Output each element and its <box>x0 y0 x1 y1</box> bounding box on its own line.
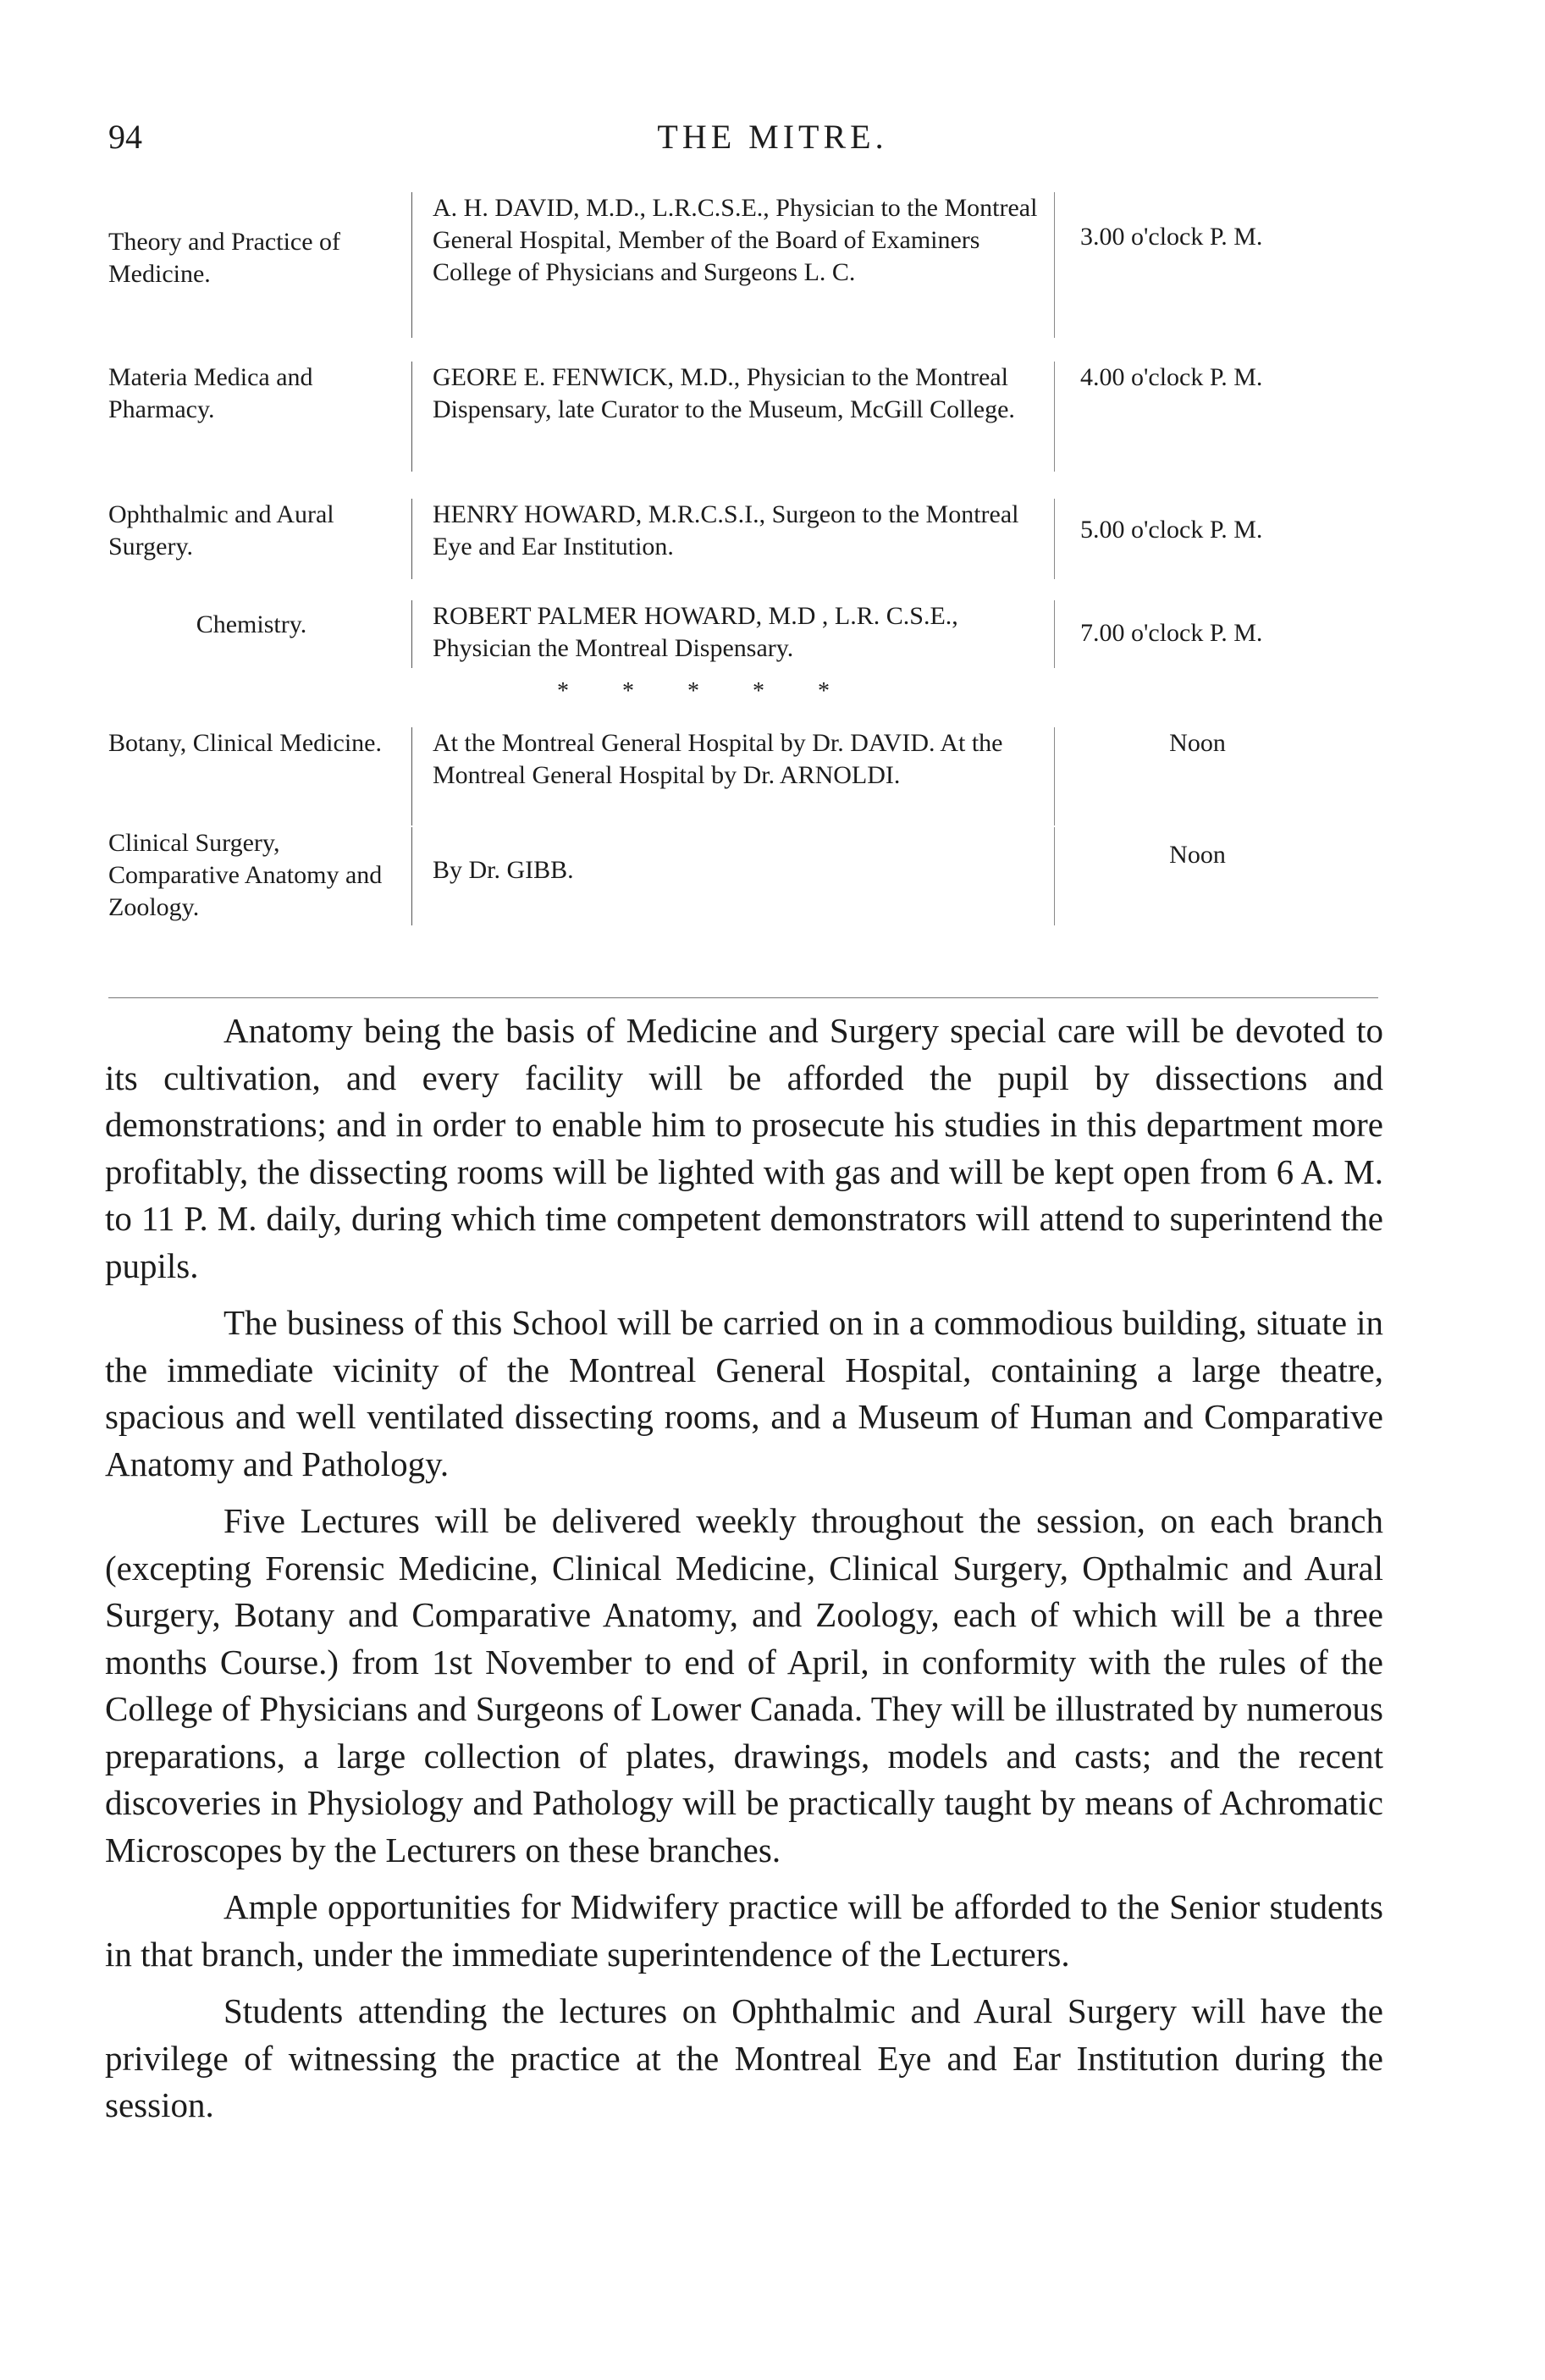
subject-cell: Materia Medica and Pharmacy. <box>108 363 313 423</box>
lecturer-cell: GEORE E. FENWICK, M.D., Physician to the Montreal Dispensary, late Curator to the Museum, McGill College. <box>411 362 1055 472</box>
lecturer-cell: By Dr. GIBB. <box>411 827 1055 925</box>
schedule-row <box>108 722 1340 827</box>
subject-cell: Chemistry. <box>196 610 307 638</box>
time-cell: 7.00 o'clock P. M. <box>1080 619 1263 647</box>
table-bottom-rule <box>108 997 1378 998</box>
schedule-row <box>108 499 1340 600</box>
time-cell: 4.00 o'clock P. M. <box>1080 363 1263 391</box>
subject-cell: Theory and Practice of Medicine. <box>108 228 341 288</box>
asterisk-separator: * * * * * <box>557 678 853 704</box>
time-cell: 3.00 o'clock P. M. <box>1080 223 1263 251</box>
lecturer-cell: A. H. DAVID, M.D., L.R.C.S.E., Physician to the Montreal General Hospital, Member of the Board of Examiners College of Physicians and Surgeons L. C. <box>411 192 1055 338</box>
subject-cell: Clinical Surgery, Comparative Anatomy and Zoology. <box>108 829 383 921</box>
lecture-schedule-table <box>108 191 1340 929</box>
time-cell: Noon <box>1169 841 1226 869</box>
page-header <box>108 117 1437 168</box>
time-cell: Noon <box>1169 729 1226 757</box>
paragraph-ophthalmic: Students attending the lectures on Ophthalmic and Aural Surgery will have the privilege of witnessing the practice at the Montreal Eye and Ear Institution during the session. <box>105 1991 1383 2124</box>
subject-cell: Botany, Clinical Medicine. <box>108 729 382 757</box>
lecturer-cell: ROBERT PALMER HOWARD, M.D , L.R. C.S.E., Physician the Montreal Dispensary. <box>411 600 1055 668</box>
paragraph-building: The business of this School will be carried on in a commodious building, situate in the immediate vicinity of the Montreal General Hospital, containing a large theatre, spacious and well ventilated dissecting rooms, and a Museum of Human and Comparative Anatomy and Pathology. <box>105 1303 1383 1483</box>
schedule-row <box>108 191 1340 362</box>
body-text <box>105 1008 1383 2140</box>
separator-row <box>108 668 1340 722</box>
page-number: 94 <box>108 118 142 156</box>
lecturer-cell: At the Montreal General Hospital by Dr. DAVID. At the Montreal General Hospital by Dr. ARNOLDI. <box>411 727 1055 826</box>
time-cell: 5.00 o'clock P. M. <box>1080 516 1263 544</box>
paragraph-anatomy: Anatomy being the basis of Medicine and Surgery special care will be devoted to its cultivation, and every facility will be afforded the pupil by dissections and demonstrations; and in order to enable him to prosecute his studies in this department more profitably, the dissecting rooms will be lighted with gas and will be kept open from 6 A. M. to 11 P. M. daily, during which time competent demonstrators will attend to superintend the pupils. <box>105 1011 1383 1285</box>
schedule-row <box>108 362 1340 499</box>
subject-cell: Ophthalmic and Aural Surgery. <box>108 500 334 560</box>
running-title: THE MITRE. <box>657 118 888 156</box>
paragraph-midwifery: Ample opportunities for Midwifery practice will be afforded to the Senior students in that branch, under the immediate superintendence of the Lecturers. <box>105 1887 1383 1974</box>
lecturer-cell: HENRY HOWARD, M.R.C.S.I., Surgeon to the Montreal Eye and Ear Institution. <box>411 499 1055 579</box>
paragraph-lectures: Five Lectures will be delivered weekly throughout the session, on each branch (excepting Forensic Medicine, Clinical Medicine, Clinical Surgery, Opthalmic and Aural Surgery, Botany and Comparative Anatomy, and Zoology, each of which will be a three months Course.) from 1st November to end of April, in conformity with the rules of the College of Physicians and Surgeons of Lower Canada. They will be illustrated by numerous preparations, a large collection of plates, drawings, models and casts; and the recent discoveries in Physiology and Pathology will be practically taught by means of Achromatic Microscopes by the Lecturers on these branches. <box>105 1501 1383 1869</box>
schedule-row <box>108 600 1340 668</box>
schedule-row <box>108 827 1340 929</box>
